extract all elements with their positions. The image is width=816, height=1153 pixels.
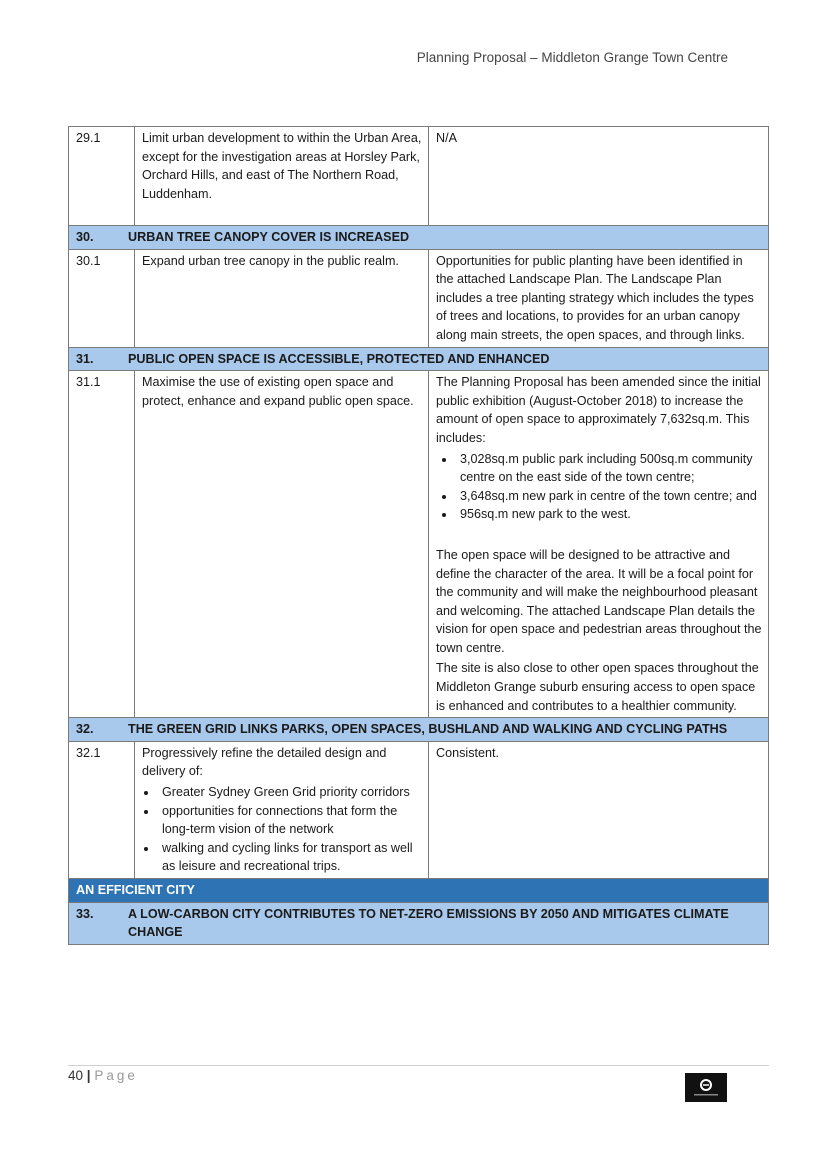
planning-table (68, 126, 769, 945)
page-number-value: 40 (68, 1068, 84, 1083)
section-header (69, 347, 769, 371)
section-number: 30. (76, 230, 94, 244)
response-cell: N/A (429, 127, 769, 226)
list-item: • 3,028sq.m public park including 500sq.m community centre on the east side of the town centre; (456, 450, 762, 487)
objective-cell: Maximise the use of existing open space and protect, enhance and expand public open space. (135, 371, 429, 718)
list-item: • 3,648sq.m new park in centre of the town centre; and (456, 487, 762, 506)
row-number: 31.1 (69, 371, 135, 718)
objective-cell: Expand urban tree canopy in the public realm. (135, 249, 429, 347)
section-number: 31. (76, 351, 94, 366)
objective-bullet-list (142, 783, 422, 876)
response-cell (429, 371, 769, 718)
section-header-row (69, 347, 769, 371)
page-header-title: Planning Proposal – Middleton Grange Town Centre (416, 50, 728, 65)
objective-intro: Progressively refine the detailed design and delivery of: (142, 745, 387, 779)
page-separator: | (86, 1068, 91, 1083)
section-title: PUBLIC OPEN SPACE IS ACCESSIBLE, PROTECTED AND ENHANCED (128, 351, 550, 366)
table-row (69, 741, 769, 878)
section-number: 32. (76, 722, 94, 737)
row-number: 32.1 (69, 741, 135, 878)
response-intro: The Planning Proposal has been amended since the initial public exhibition (August-October 2018) to increase the amount of open space to approximately 7,632sq.m. This includes: (436, 375, 761, 445)
response-cell: Consistent. (429, 741, 769, 878)
objective-cell (135, 741, 429, 878)
objective-cell: Limit urban development to within the Urban Area, except for the investigation areas at Horsley Park, Orchard Hills, and east of The Northern Road, Luddenham. (135, 127, 429, 226)
row-number: 30.1 (69, 249, 135, 347)
footer-divider (68, 1065, 769, 1066)
list-item: • walking and cycling links for transport as well as leisure and recreational trips. (158, 839, 422, 876)
section-header-row (69, 226, 769, 250)
row-number: 29.1 (69, 127, 135, 226)
table-row (69, 371, 769, 718)
section-number: 33. (76, 906, 94, 921)
response-bullet-list (436, 450, 762, 524)
section-header-row (69, 718, 769, 742)
section-header-row (69, 902, 769, 944)
section-header (69, 226, 769, 250)
response-paragraph: The open space will be designed to be attractive and define the character of the area. It will be a focal point for the community and will make the neighbourhood pleasant and welcoming. The attached Landscape Plan details the vision for open space and pedestrian areas throughout the town centre. (436, 547, 762, 655)
table-row (69, 249, 769, 347)
response-cell: Opportunities for public planting have been identified in the attached Landscape Plan. The Landscape Plan includes a tree planting strategy which includes the types of trees and locations, to provides for an urban canopy along main streets, the open spaces, and through links. (429, 249, 769, 347)
section-header (69, 902, 769, 944)
list-item: • Greater Sydney Green Grid priority corridors (158, 783, 422, 802)
list-item: • opportunities for connections that form the long-term vision of the network (158, 802, 422, 839)
table-row (69, 127, 769, 226)
company-logo (685, 1073, 727, 1102)
list-item: • 956sq.m new park to the west. (456, 505, 762, 524)
page-number (68, 1068, 138, 1083)
category-band: AN EFFICIENT CITY (69, 879, 769, 903)
section-title: THE GREEN GRID LINKS PARKS, OPEN SPACES, BUSHLAND AND WALKING AND CYCLING PATHS (128, 722, 728, 737)
category-band-row (69, 879, 769, 903)
section-title: URBAN TREE CANOPY COVER IS INCREASED (128, 230, 410, 244)
section-title: A LOW-CARBON CITY CONTRIBUTES TO NET-ZERO EMISSIONS BY 2050 AND MITIGATES CLIMATE CHANGE (128, 906, 729, 940)
section-header (69, 718, 769, 742)
page-word: Page (94, 1068, 138, 1083)
response-paragraph: The site is also close to other open spaces throughout the Middleton Grange suburb ensuring access to open space is enhanced and contributes to a healthier community. (436, 661, 759, 713)
